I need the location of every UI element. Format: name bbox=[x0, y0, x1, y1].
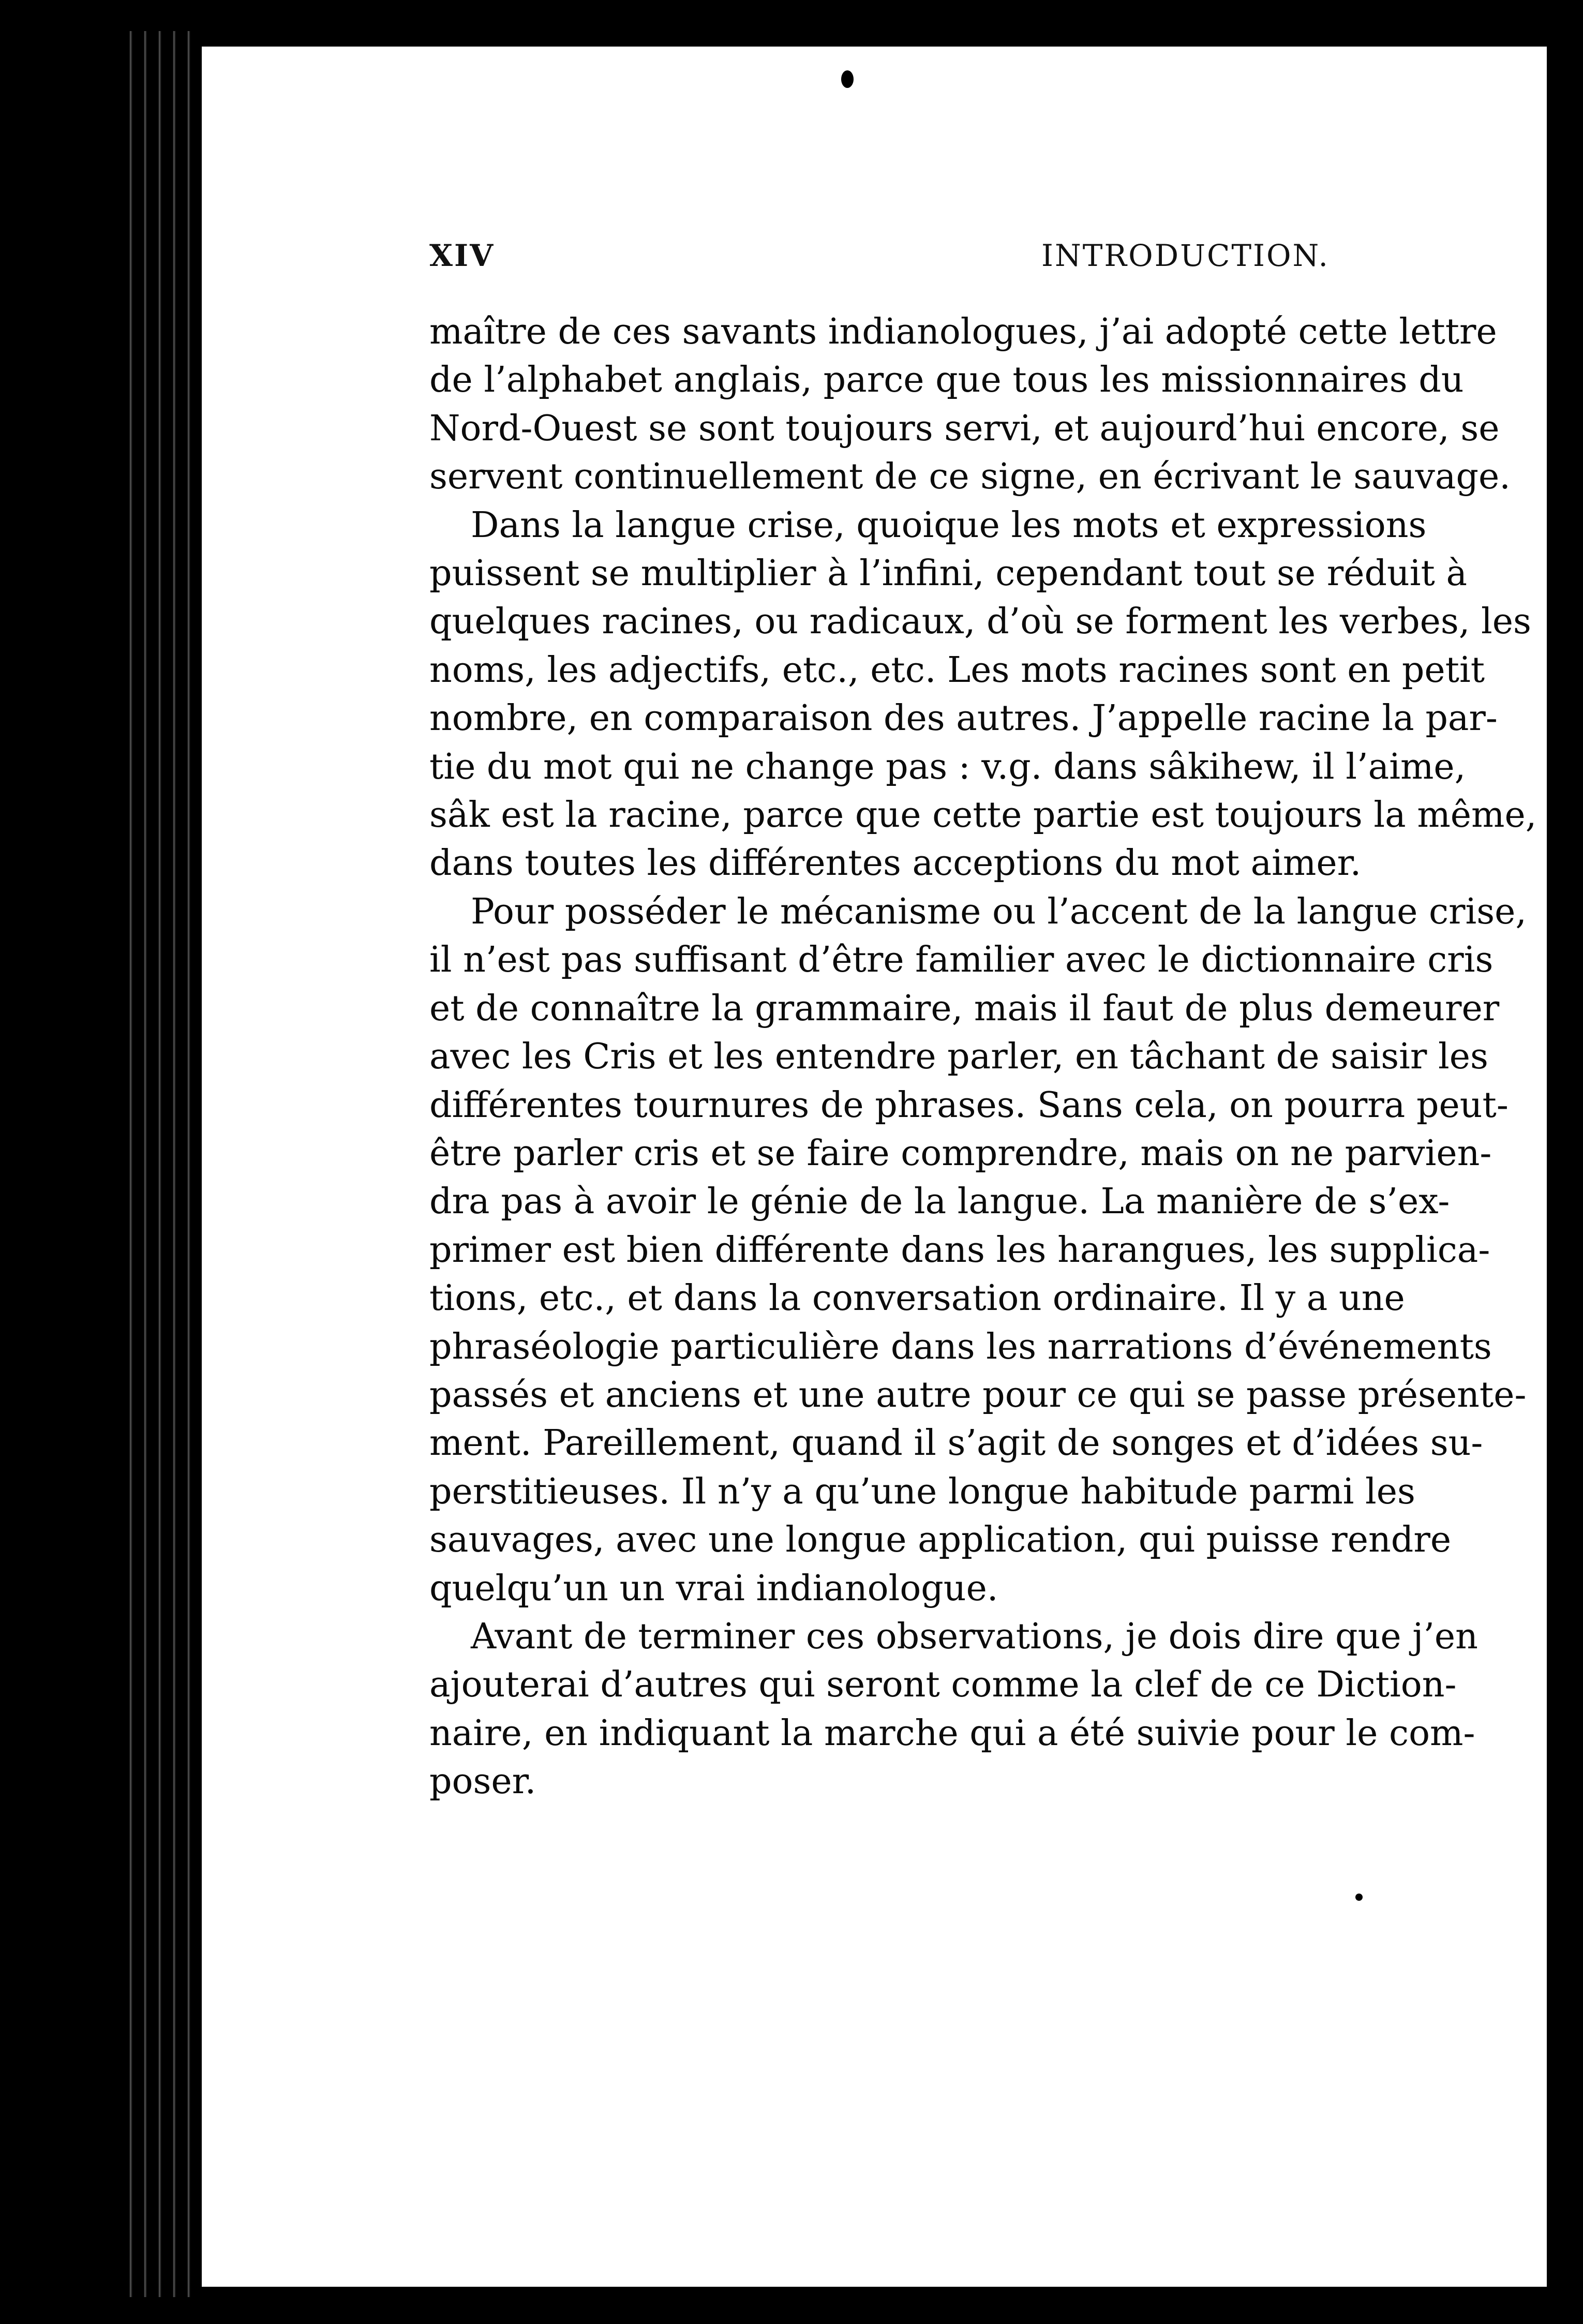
text-line: maître de ces savants indianologues, j’ai adopté cette lettre bbox=[429, 311, 1497, 352]
text-line: Avant de terminer ces observations, je dois dire que j’en bbox=[471, 1616, 1478, 1657]
paragraph-1 bbox=[429, 308, 1526, 501]
text-line: sâk est la racine, parce que cette partie est toujours la même, bbox=[429, 795, 1537, 836]
text-line: puissent se multiplier à l’infini, cependant tout se réduit à bbox=[429, 553, 1468, 594]
text-line: avec les Cris et les entendre parler, en tâchant de saisir les bbox=[429, 1036, 1488, 1078]
text-line: ajouterai d’autres qui seront comme la clef de ce Diction- bbox=[429, 1664, 1457, 1706]
text-line: servent continuellement de ce signe, en écrivant le sauvage. bbox=[429, 456, 1511, 498]
text-line: quelques racines, ou radicaux, d’où se forment les verbes, les bbox=[429, 601, 1531, 643]
page-number: XIV bbox=[429, 238, 495, 273]
text-line: Nord-Ouest se sont toujours servi, et aujourd’hui encore, se bbox=[429, 408, 1500, 449]
text-line: ment. Pareillement, quand il s’agit de songes et d’idées su- bbox=[429, 1423, 1483, 1464]
text-line: perstitieuses. Il n’y a qu’une longue habitude parmi les bbox=[429, 1471, 1415, 1512]
ink-speck bbox=[109, 1340, 114, 1345]
text-line: primer est bien différente dans les harangues, les supplica- bbox=[429, 1229, 1490, 1271]
text-line: être parler cris et se faire comprendre, mais on ne parvien- bbox=[429, 1133, 1492, 1174]
body-text bbox=[429, 308, 1537, 1806]
text-line: dans toutes les différentes acceptions du mot aimer. bbox=[429, 843, 1362, 884]
text-line: de l’alphabet anglais, parce que tous les missionnaires du bbox=[429, 360, 1464, 401]
paragraph-4 bbox=[429, 1613, 1526, 1806]
paragraph-3 bbox=[429, 888, 1526, 1613]
running-title: INTRODUCTION. bbox=[1041, 238, 1330, 273]
text-line: Pour posséder le mécanisme ou l’accent de la langue crise, bbox=[471, 891, 1527, 932]
text-line: naire, en indiquant la marche qui a été suivie pour le com- bbox=[429, 1712, 1475, 1754]
text-line: quelqu’un un vrai indianologue. bbox=[429, 1568, 998, 1609]
ink-speck bbox=[1355, 1894, 1363, 1901]
text-line: tie du mot qui ne change pas : v.g. dans sâkihew, il l’aime, bbox=[429, 746, 1466, 787]
page-header bbox=[429, 238, 1505, 279]
text-line: dra pas à avoir le génie de la langue. La manière de s’ex- bbox=[429, 1181, 1450, 1223]
text-line: passés et anciens et une autre pour ce qui se passe présente- bbox=[429, 1374, 1527, 1416]
text-line: tions, etc., et dans la conversation ordinaire. Il y a une bbox=[429, 1278, 1405, 1319]
book-page bbox=[202, 47, 1547, 2287]
text-line: différentes tournures de phrases. Sans cela, on pourra peut- bbox=[429, 1084, 1509, 1126]
text-line: Dans la langue crise, quoique les mots et expressions bbox=[471, 504, 1427, 546]
text-line: noms, les adjectifs, etc., etc. Les mots racines sont en petit bbox=[429, 649, 1485, 691]
text-line: il n’est pas suffisant d’être familier avec le dictionnaire cris bbox=[429, 940, 1494, 981]
paragraph-2 bbox=[429, 501, 1537, 888]
ink-dot bbox=[841, 70, 854, 88]
binding-gutter bbox=[124, 31, 202, 2297]
text-line: sauvages, avec une longue application, qui puisse rendre bbox=[429, 1519, 1452, 1561]
text-line: phraséologie particulière dans les narrations d’événements bbox=[429, 1326, 1492, 1367]
text-line: nombre, en comparaison des autres. J’appelle racine la par- bbox=[429, 698, 1498, 739]
text-line: et de connaître la grammaire, mais il faut de plus demeurer bbox=[429, 988, 1500, 1029]
text-line: poser. bbox=[429, 1761, 536, 1802]
